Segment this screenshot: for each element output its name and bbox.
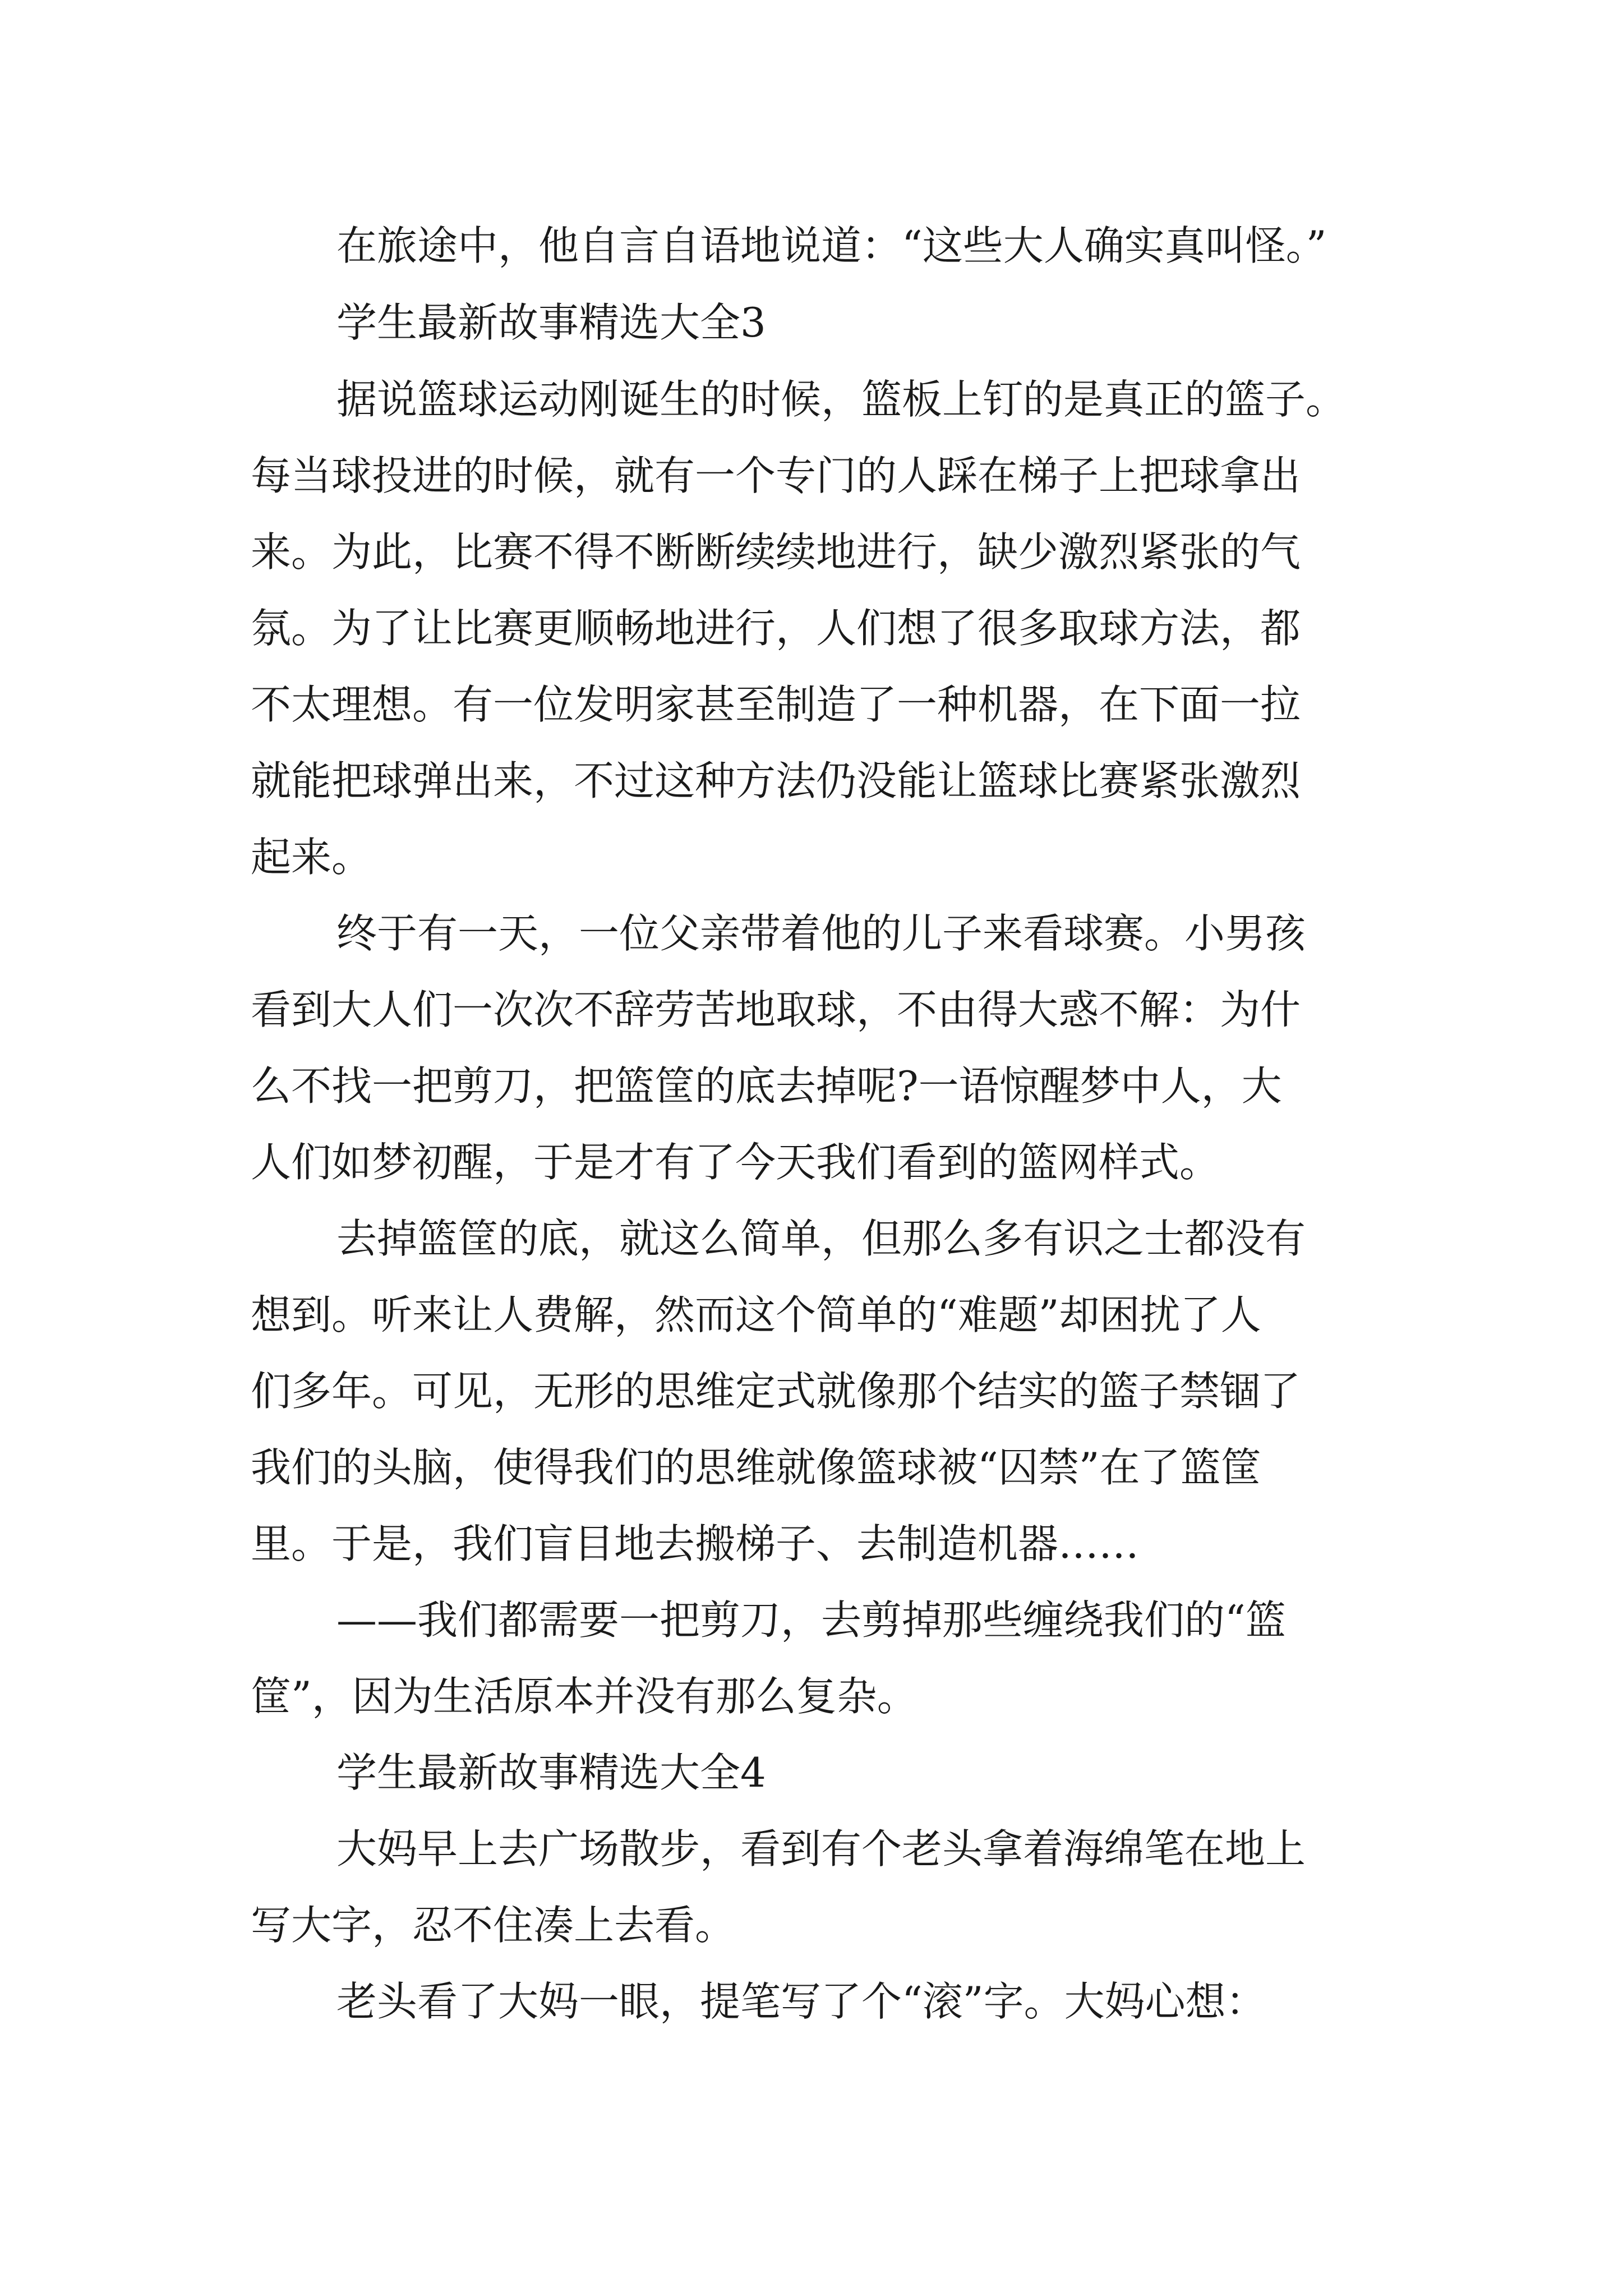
text-line: 终于有一天，一位父亲带着他的儿子来看球赛。小男孩 (336, 910, 1306, 957)
section-heading-4: 学生最新故事精选大全4 (336, 1749, 766, 1796)
text-line: 起来。 (251, 834, 372, 881)
section-heading-3: 学生最新故事精选大全3 (336, 299, 766, 346)
text-line: 不太理想。有一位发明家甚至制造了一种机器，在下面一拉 (251, 681, 1301, 728)
text-line: 么不找一把剪刀，把篮筐的底去掉呢?一语惊醒梦中人，大 (251, 1062, 1282, 1110)
text-line: 筐”，因为生活原本并没有那么复杂。 (251, 1673, 917, 1720)
text-line: 们多年。可见，无形的思维定式就像那个结实的篮子禁锢了 (251, 1368, 1301, 1415)
text-line: ——我们都需要一把剪刀，去剪掉那些缠绕我们的“篮 (336, 1596, 1286, 1644)
text-line: 氛。为了让比赛更顺畅地进行，人们想了很多取球方法，都 (251, 605, 1301, 652)
text-line: 里。于是，我们盲目地去搬梯子、去制造机器…… (251, 1520, 1140, 1567)
text-line: 去掉篮筐的底，就这么简单，但那么多有识之士都没有 (336, 1215, 1306, 1262)
text-line: 我们的头脑，使得我们的思维就像篮球被“囚禁”在了篮筐 (251, 1444, 1261, 1491)
text-line: 看到大人们一次次不辞劳苦地取球，不由得大惑不解：为什 (251, 986, 1301, 1033)
text-line: 写大字，忍不住凑上去看。 (251, 1902, 736, 1949)
text-line: 据说篮球运动刚诞生的时候，篮板上钉的是真正的篮子。 (336, 376, 1347, 423)
text-line: 来。为此，比赛不得不断断续续地进行，缺少激烈紧张的气 (251, 528, 1301, 576)
text-line: 就能把球弹出来，不过这种方法仍没能让篮球比赛紧张激烈 (251, 757, 1301, 804)
text-line: 人们如梦初醒，于是才有了今天我们看到的篮网样式。 (251, 1139, 1220, 1186)
text-line: 老头看了大妈一眼，提笔写了个“滚”字。大妈心想： (336, 1978, 1266, 2025)
text-line: 每当球投进的时候，就有一个专门的人踩在梯子上把球拿出 (251, 452, 1301, 499)
text-line: 想到。听来让人费解，然而这个简单的“难题”却困扰了人 (251, 1291, 1261, 1338)
text-line: 大妈早上去广场散步，看到有个老头拿着海绵笔在地上 (336, 1825, 1306, 1872)
text-line: 在旅途中，他自言自语地说道：“这些大人确实真叫怪。” (336, 222, 1327, 269)
